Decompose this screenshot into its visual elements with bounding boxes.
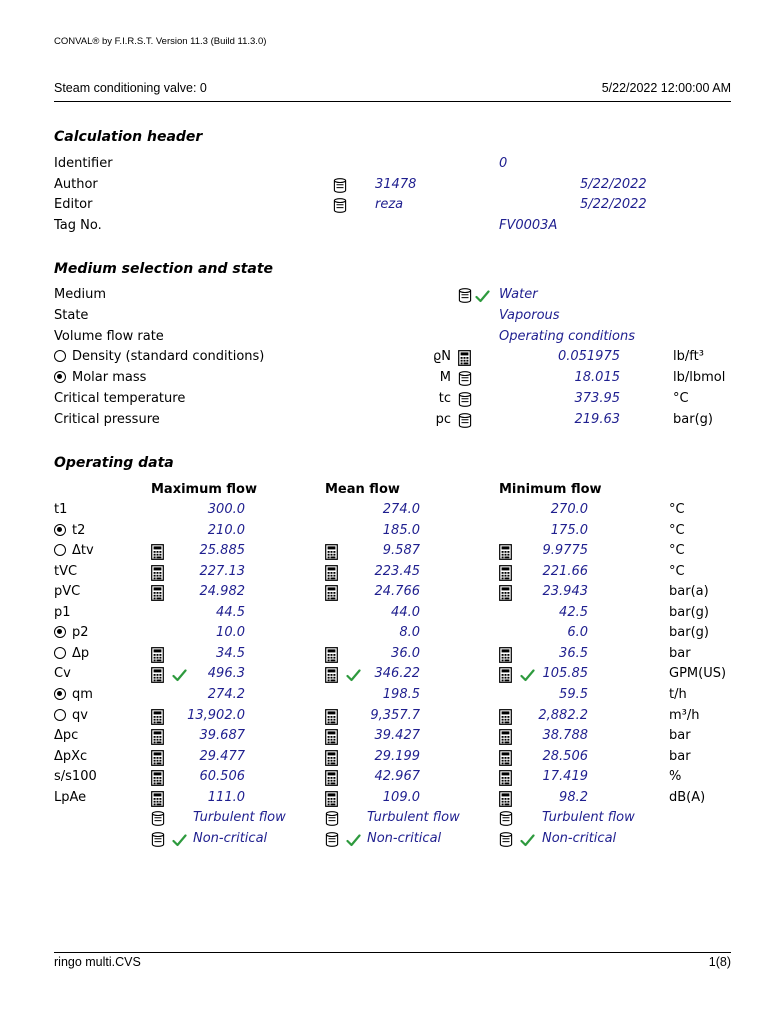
checkmark-icon bbox=[520, 834, 535, 847]
operating-row-unit: °C bbox=[669, 543, 685, 559]
operating-cell-value: 59.5 bbox=[559, 686, 588, 702]
operating-cell-value: 111.0 bbox=[207, 789, 245, 805]
operating-cell-value: 2,882.2 bbox=[538, 707, 588, 723]
operating-cell-value: 29.199 bbox=[374, 748, 420, 764]
medium-row-value: 373.95 bbox=[574, 391, 620, 406]
operating-cell-value: 175.0 bbox=[550, 522, 588, 538]
operating-cell-status: Turbulent flow bbox=[542, 810, 635, 826]
database-icon bbox=[333, 178, 347, 193]
operating-cell-value: 36.5 bbox=[559, 645, 588, 661]
row-label-text: t1 bbox=[54, 502, 68, 517]
medium-row-value: Vaporous bbox=[499, 307, 560, 323]
operating-row-label bbox=[54, 687, 93, 702]
row-label-text: Medium bbox=[54, 287, 106, 302]
calculator-icon bbox=[325, 770, 338, 786]
calculator-icon bbox=[499, 585, 512, 601]
calculator-icon bbox=[499, 729, 512, 745]
editor-label: Editor bbox=[54, 197, 93, 212]
footer-filename: ringo multi.CVS bbox=[54, 955, 141, 969]
operating-row-label bbox=[54, 605, 71, 620]
operating-cell-value: 210.0 bbox=[207, 522, 245, 538]
operating-cell-value: 274.2 bbox=[207, 686, 245, 702]
operating-cell-value: 39.427 bbox=[374, 728, 420, 744]
medium-row-label bbox=[54, 412, 160, 427]
row-label-text: pVC bbox=[54, 584, 81, 600]
operating-row-unit: dB(A) bbox=[669, 789, 706, 805]
operating-cell-value: 9.587 bbox=[382, 543, 420, 559]
operating-row-unit: °C bbox=[669, 522, 685, 538]
radio-button[interactable] bbox=[54, 709, 66, 721]
checkmark-icon bbox=[172, 669, 187, 682]
database-icon bbox=[151, 832, 165, 847]
radio-button[interactable] bbox=[54, 544, 66, 556]
editor-date: 5/22/2022 bbox=[580, 197, 647, 212]
calculator-icon bbox=[499, 647, 512, 663]
operating-row-label bbox=[54, 790, 86, 805]
calculator-icon bbox=[151, 667, 164, 683]
row-label-text: s/s100 bbox=[54, 769, 97, 785]
database-icon bbox=[499, 832, 513, 847]
document-title: Steam conditioning valve: 0 bbox=[54, 81, 207, 95]
operating-row-label bbox=[54, 502, 67, 517]
medium-row-unit: bar(g) bbox=[673, 411, 713, 427]
footer-rule bbox=[54, 952, 731, 953]
row-label-text: Critical temperature bbox=[54, 391, 186, 406]
tag-label: Tag No. bbox=[54, 218, 102, 233]
operating-cell-value: 24.766 bbox=[374, 584, 420, 600]
medium-row-value: 0.051975 bbox=[557, 349, 620, 365]
operating-row-label bbox=[54, 564, 77, 579]
operating-cell-value: 346.22 bbox=[374, 666, 420, 682]
medium-row-label bbox=[54, 349, 264, 364]
operating-cell-value: 8.0 bbox=[399, 625, 420, 641]
operating-cell-value: 42.967 bbox=[374, 769, 420, 785]
checkmark-icon bbox=[172, 834, 187, 847]
calculator-icon bbox=[325, 544, 338, 560]
operating-row-unit: bar(a) bbox=[669, 584, 709, 600]
operating-cell-status: Non-critical bbox=[367, 830, 442, 846]
author-label: Author bbox=[54, 177, 98, 192]
medium-row-symbol: ϱN bbox=[433, 349, 451, 365]
checkmark-icon bbox=[346, 669, 361, 682]
calculator-icon bbox=[151, 647, 164, 663]
operating-row-label bbox=[54, 666, 71, 681]
row-label-text: Δtv bbox=[72, 543, 94, 559]
operating-cell-value: 60.506 bbox=[199, 769, 245, 785]
checkmark-icon bbox=[346, 834, 361, 847]
operating-cell-status: Non-critical bbox=[542, 830, 617, 846]
operating-row-unit: bar(g) bbox=[669, 625, 709, 641]
operating-row-unit: m³/h bbox=[669, 707, 700, 723]
operating-cell-value: 9,357.7 bbox=[370, 707, 420, 723]
calculator-icon bbox=[499, 770, 512, 786]
row-label-text: Volume flow rate bbox=[54, 328, 164, 344]
row-label-text: Cv bbox=[54, 666, 71, 682]
operating-row-unit: °C bbox=[669, 563, 685, 579]
operating-cell-value: 38.788 bbox=[542, 728, 588, 744]
operating-row-unit: % bbox=[669, 769, 682, 785]
database-icon bbox=[333, 198, 347, 213]
medium-row-symbol: tc bbox=[438, 391, 451, 406]
operating-cell-value: 34.5 bbox=[216, 645, 245, 661]
calc-header-heading: Calculation header bbox=[54, 129, 203, 145]
medium-row-label bbox=[54, 329, 164, 344]
database-icon bbox=[458, 392, 472, 407]
radio-button[interactable] bbox=[54, 647, 66, 659]
calculator-icon bbox=[325, 750, 338, 766]
calculator-icon bbox=[325, 565, 338, 581]
medium-row-label bbox=[54, 391, 185, 406]
calculator-icon bbox=[151, 585, 164, 601]
operating-cell-value: 17.419 bbox=[542, 769, 588, 785]
calculator-icon bbox=[499, 565, 512, 581]
operating-row-label bbox=[54, 646, 89, 661]
operating-cell-value: 10.0 bbox=[216, 625, 245, 641]
operating-cell-value: 24.982 bbox=[199, 584, 245, 600]
calculator-icon bbox=[499, 750, 512, 766]
operating-cell-value: 98.2 bbox=[559, 789, 588, 805]
radio-button[interactable] bbox=[54, 350, 66, 362]
operating-cell-value: 221.66 bbox=[542, 563, 588, 579]
operating-cell-value: 44.5 bbox=[216, 604, 245, 620]
radio-button-selected[interactable] bbox=[54, 524, 66, 536]
operating-row-label bbox=[54, 708, 88, 723]
header-rule bbox=[54, 101, 731, 102]
row-label-text: Critical pressure bbox=[54, 411, 160, 427]
calculator-icon bbox=[151, 544, 164, 560]
calculator-icon bbox=[458, 350, 471, 366]
footer-page: 1(8) bbox=[708, 955, 731, 969]
medium-row-label bbox=[54, 370, 146, 385]
medium-heading: Medium selection and state bbox=[54, 261, 274, 277]
operating-cell-value: 105.85 bbox=[542, 666, 588, 682]
medium-row-label bbox=[54, 308, 88, 323]
document-datetime: 5/22/2022 12:00:00 AM bbox=[601, 81, 731, 95]
row-label-text: p2 bbox=[72, 625, 89, 641]
medium-row-value: Water bbox=[499, 287, 538, 302]
medium-row-symbol: M bbox=[439, 370, 451, 386]
author-date: 5/22/2022 bbox=[580, 177, 647, 192]
operating-cell-value: 185.0 bbox=[382, 522, 420, 538]
operating-cell-value: 6.0 bbox=[567, 625, 588, 641]
calculator-icon bbox=[151, 791, 164, 807]
author-value: 31478 bbox=[375, 177, 417, 192]
database-icon bbox=[458, 288, 472, 303]
medium-row-unit: °C bbox=[673, 391, 689, 406]
row-label-text: ΔpXc bbox=[54, 748, 88, 764]
operating-row-label bbox=[54, 769, 97, 784]
calculator-icon bbox=[499, 667, 512, 683]
radio-button-selected[interactable] bbox=[54, 371, 66, 383]
operating-row-unit: t/h bbox=[669, 686, 687, 702]
software-version: CONVAL® by F.I.R.S.T. Version 11.3 (Build 11.3.0) bbox=[54, 36, 267, 47]
calculator-icon bbox=[151, 729, 164, 745]
calculator-icon bbox=[151, 709, 164, 725]
calculator-icon bbox=[325, 585, 338, 601]
operating-cell-value: 227.13 bbox=[199, 563, 245, 579]
operating-cell-value: 44.0 bbox=[391, 604, 420, 620]
identifier-value: 0 bbox=[499, 156, 508, 171]
medium-row-value: 18.015 bbox=[574, 370, 620, 386]
row-label-text: LpAe bbox=[54, 789, 87, 805]
editor-value: reza bbox=[375, 197, 404, 212]
calculator-icon bbox=[325, 709, 338, 725]
operating-cell-value: 198.5 bbox=[382, 686, 420, 702]
operating-row-unit: °C bbox=[669, 502, 685, 517]
operating-row-unit: bar bbox=[669, 728, 691, 744]
calculator-icon bbox=[499, 544, 512, 560]
column-header-max: Maximum flow bbox=[151, 482, 257, 497]
row-label-text: Δp bbox=[72, 645, 90, 661]
medium-row-symbol: pc bbox=[435, 411, 451, 427]
calculator-icon bbox=[325, 647, 338, 663]
row-label-text: State bbox=[54, 307, 89, 323]
operating-cell-value: 109.0 bbox=[382, 789, 420, 805]
medium-row-unit: lb/ft³ bbox=[673, 349, 704, 365]
radio-button-selected[interactable] bbox=[54, 688, 66, 700]
operating-cell-value: 300.0 bbox=[207, 502, 245, 517]
row-label-text: Molar mass bbox=[72, 370, 147, 386]
operating-cell-value: 39.687 bbox=[199, 728, 245, 744]
identifier-label: Identifier bbox=[54, 156, 113, 171]
checkmark-icon bbox=[475, 290, 490, 303]
operating-cell-status: Turbulent flow bbox=[193, 810, 286, 826]
row-label-text: p1 bbox=[54, 604, 71, 620]
medium-row-unit: lb/lbmol bbox=[673, 370, 726, 386]
operating-cell-value: 36.0 bbox=[391, 645, 420, 661]
operating-row-label bbox=[54, 543, 94, 558]
operating-row-label bbox=[54, 728, 78, 743]
operating-row-label bbox=[54, 749, 87, 764]
radio-button-selected[interactable] bbox=[54, 626, 66, 638]
operating-row-label bbox=[54, 584, 80, 599]
database-icon bbox=[458, 371, 472, 386]
calculator-icon bbox=[499, 791, 512, 807]
row-label-text: Δpc bbox=[54, 728, 79, 744]
operating-cell-value: 223.45 bbox=[374, 563, 420, 579]
operating-cell-value: 23.943 bbox=[542, 584, 588, 600]
medium-row-label bbox=[54, 287, 106, 302]
row-label-text: qm bbox=[72, 686, 93, 702]
calculator-icon bbox=[151, 750, 164, 766]
calculator-icon bbox=[325, 667, 338, 683]
row-label-text: t2 bbox=[72, 522, 86, 538]
calculator-icon bbox=[499, 709, 512, 725]
medium-row-value: 219.63 bbox=[574, 411, 620, 427]
calculator-icon bbox=[325, 791, 338, 807]
operating-cell-value: 270.0 bbox=[550, 502, 588, 517]
row-label-text: qv bbox=[72, 707, 88, 723]
operating-cell-value: 29.477 bbox=[199, 748, 245, 764]
database-icon bbox=[325, 811, 339, 826]
operating-cell-status: Turbulent flow bbox=[367, 810, 460, 826]
operating-row-label bbox=[54, 625, 89, 640]
operating-cell-value: 25.885 bbox=[199, 543, 245, 559]
operating-cell-value: 496.3 bbox=[207, 666, 245, 682]
tag-value: FV0003A bbox=[499, 218, 558, 233]
operating-row-unit: GPM(US) bbox=[669, 666, 727, 682]
operating-cell-status: Non-critical bbox=[193, 830, 268, 846]
row-label-text: tVC bbox=[54, 563, 78, 579]
database-icon bbox=[458, 413, 472, 428]
operating-cell-value: 9.9775 bbox=[542, 543, 588, 559]
operating-row-label bbox=[54, 523, 85, 538]
column-header-min: Minimum flow bbox=[499, 482, 602, 497]
operating-row-unit: bar bbox=[669, 748, 691, 764]
operating-row-unit: bar(g) bbox=[669, 604, 709, 620]
calculator-icon bbox=[151, 565, 164, 581]
database-icon bbox=[151, 811, 165, 826]
database-icon bbox=[499, 811, 513, 826]
calculator-icon bbox=[151, 770, 164, 786]
column-header-mean: Mean flow bbox=[325, 482, 400, 497]
medium-row-value: Operating conditions bbox=[499, 328, 636, 344]
operating-cell-value: 28.506 bbox=[542, 748, 588, 764]
operating-cell-value: 274.0 bbox=[382, 502, 420, 517]
operating-cell-value: 13,902.0 bbox=[187, 707, 245, 723]
calculator-icon bbox=[325, 729, 338, 745]
row-label-text: Density (standard conditions) bbox=[72, 349, 265, 365]
operating-row-unit: bar bbox=[669, 645, 691, 661]
operating-cell-value: 42.5 bbox=[559, 604, 588, 620]
checkmark-icon bbox=[520, 669, 535, 682]
operating-heading: Operating data bbox=[54, 455, 174, 471]
database-icon bbox=[325, 832, 339, 847]
